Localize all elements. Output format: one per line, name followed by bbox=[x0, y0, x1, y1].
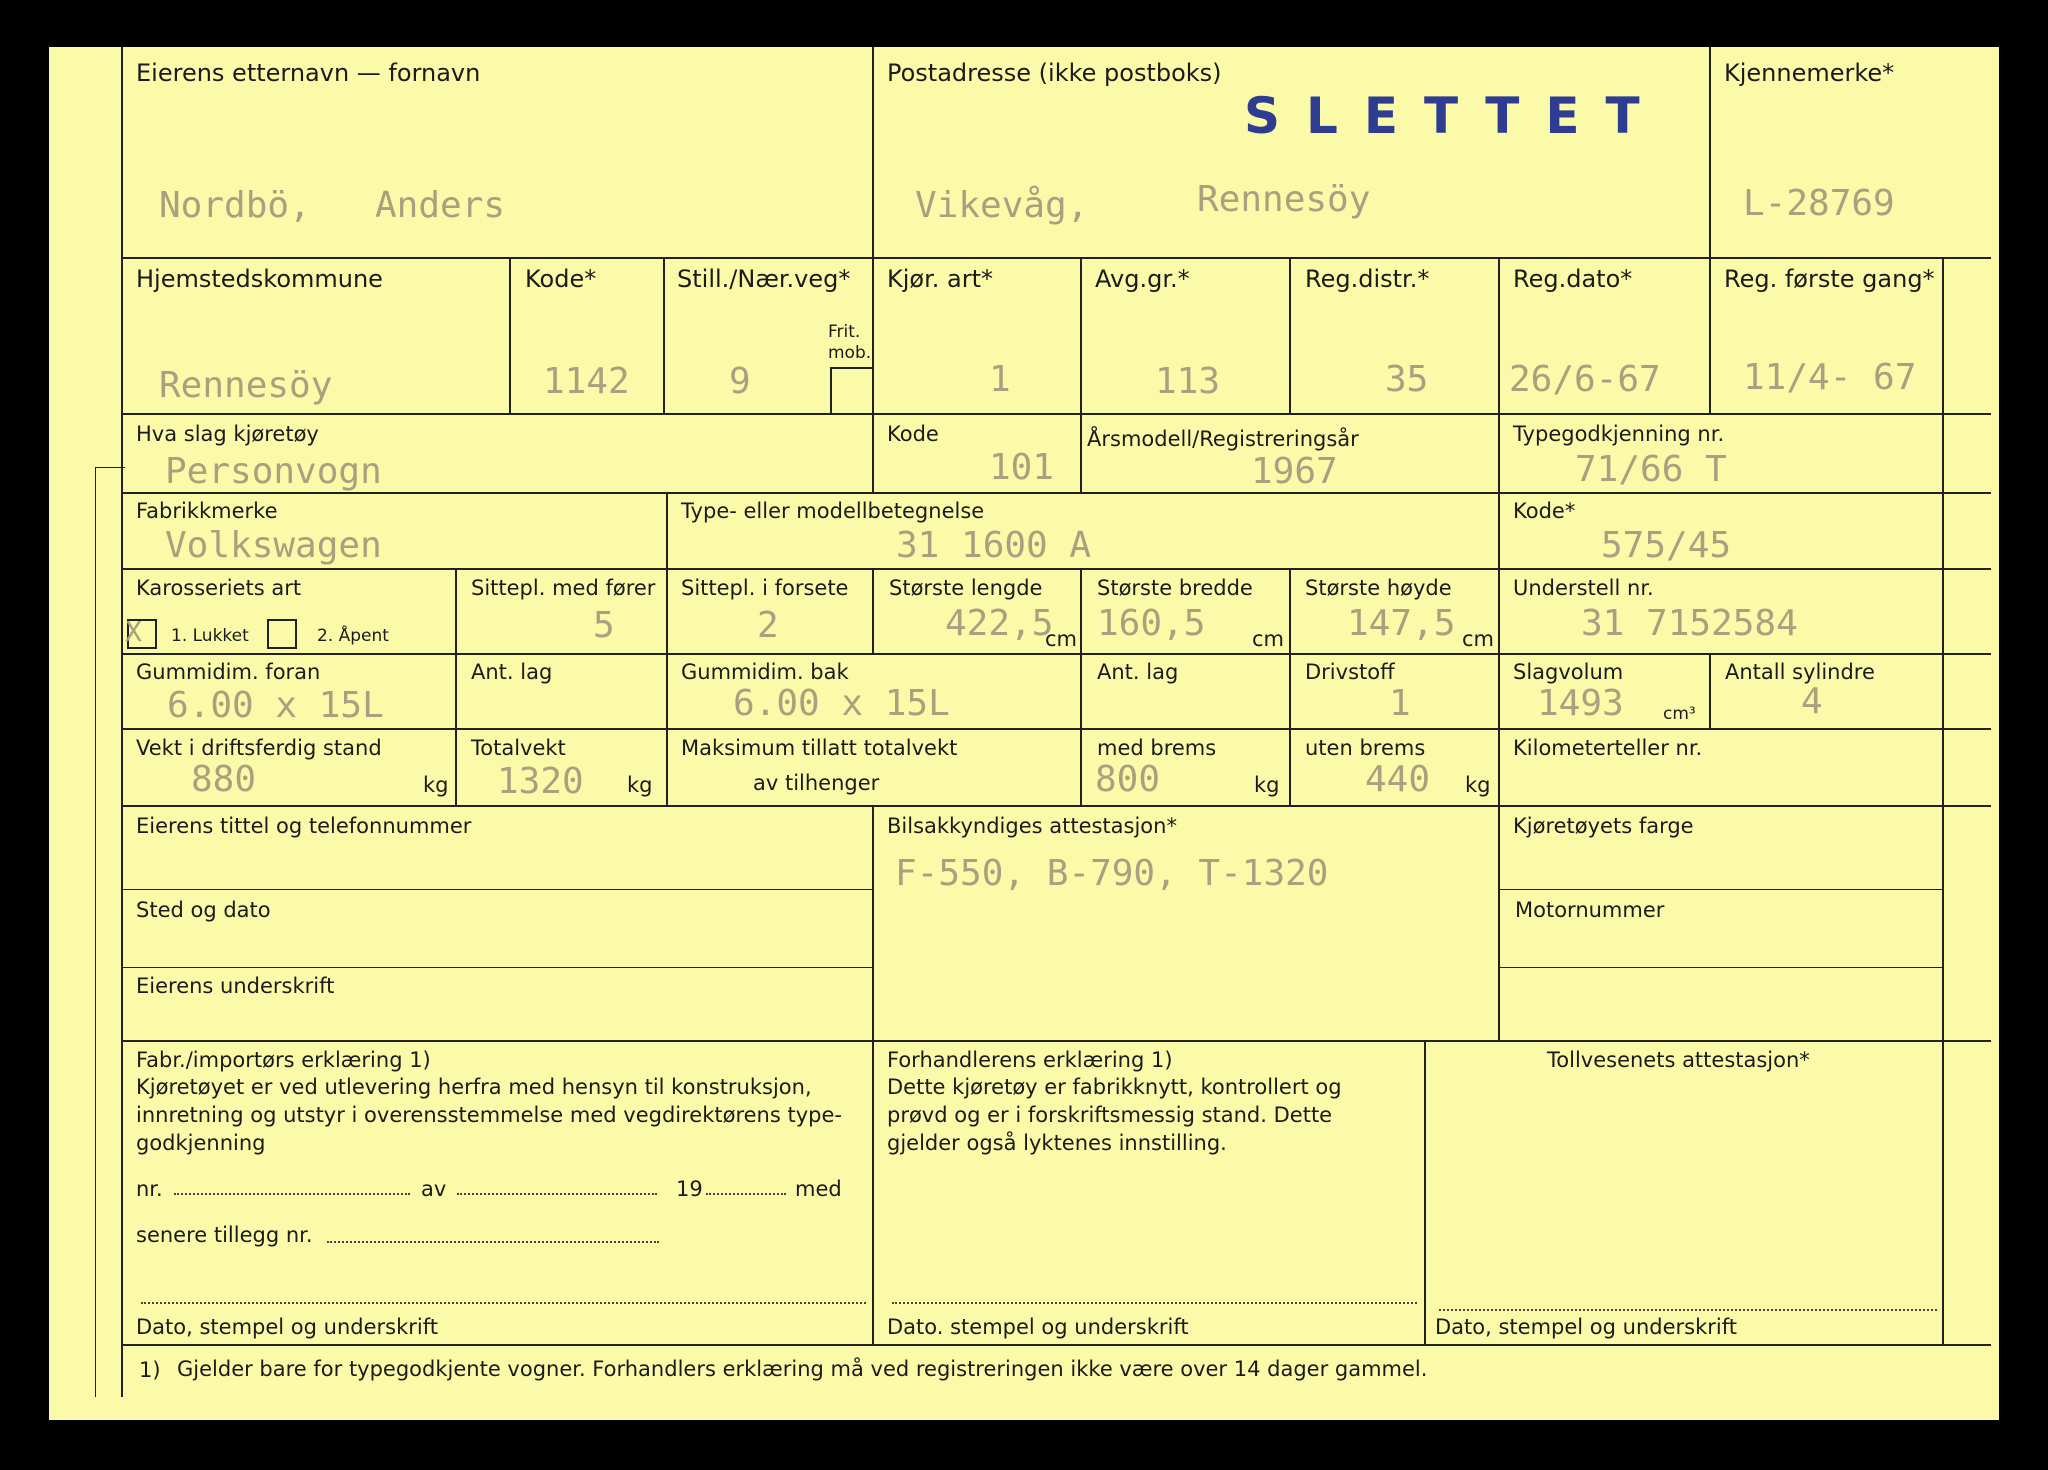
mob-label: mob. bbox=[828, 343, 872, 363]
position-value: 9 bbox=[729, 361, 751, 402]
displacement-value: 1493 bbox=[1537, 683, 1624, 724]
vehicle-kind-label: Hva slag kjøretøy bbox=[136, 422, 319, 446]
code-label: Kode* bbox=[525, 265, 597, 293]
owner-title-phone-label: Eierens tittel og telefonnummer bbox=[136, 814, 472, 838]
front-ply-label: Ant. lag bbox=[471, 660, 553, 684]
postal-address-label: Postadresse (ikke postboks) bbox=[887, 59, 1222, 87]
engine-number-label: Motornummer bbox=[1515, 898, 1665, 922]
registration-mark-label: Kjennemerke* bbox=[1724, 59, 1895, 87]
make-value: Volkswagen bbox=[165, 525, 382, 566]
make-code-label: Kode* bbox=[1513, 499, 1576, 523]
importer-med-label: med bbox=[795, 1177, 842, 1201]
front-tyre-value: 6.00 x 15L bbox=[167, 685, 384, 726]
curb-weight-unit: kg bbox=[423, 773, 449, 797]
tax-group-value: 113 bbox=[1155, 361, 1221, 402]
closed-check-mark: X bbox=[125, 615, 142, 648]
without-brakes-label: uten brems bbox=[1305, 736, 1426, 760]
total-weight-value: 1320 bbox=[497, 761, 584, 802]
vehicle-colour-label: Kjøretøyets farge bbox=[1513, 814, 1694, 838]
max-width-label: Største bredde bbox=[1097, 576, 1253, 600]
registration-mark-value: L-28769 bbox=[1743, 183, 1895, 224]
importer-declaration-title: Fabr./importørs erklæring 1) bbox=[136, 1048, 431, 1072]
code-value: 1142 bbox=[543, 361, 630, 402]
rear-tyre-value: 6.00 x 15L bbox=[733, 683, 950, 724]
footnote-text: Gjelder bare for typegodkjente vogner. Forhandlers erklæring må ved registreringen ikke være over 14 dager gammel. bbox=[177, 1357, 1428, 1381]
cylinders-label: Antall sylindre bbox=[1725, 660, 1875, 684]
total-weight-unit: kg bbox=[627, 773, 653, 797]
importer-declaration-text: Kjøretøyet er ved utlevering herfra med hensyn til konstruksjon, innretning og utstyr i overensstemmelse med vegdirektørens type- godkjenning bbox=[136, 1075, 842, 1155]
without-brakes-value: 440 bbox=[1365, 759, 1431, 800]
max-height-value: 147,5 bbox=[1347, 603, 1456, 644]
deleted-stamp: SLETTET bbox=[1244, 87, 1666, 145]
reg-district-label: Reg.distr.* bbox=[1305, 265, 1430, 293]
kind-code-label: Kode bbox=[887, 422, 939, 446]
owner-firstname-value: Anders bbox=[375, 185, 506, 226]
frit-label: Frit. bbox=[828, 322, 861, 342]
later-addition-label: senere tillegg nr. bbox=[136, 1223, 313, 1247]
importer-av-label: av bbox=[421, 1177, 447, 1201]
open-label: 2. Åpent bbox=[317, 626, 389, 646]
total-weight-label: Totalvekt bbox=[471, 736, 566, 760]
home-municipality-label: Hjemstedskommune bbox=[136, 265, 383, 293]
model-year-value: 1967 bbox=[1251, 451, 1338, 492]
curb-weight-value: 880 bbox=[191, 759, 257, 800]
customs-attest-title: Tollvesenets attestasjon* bbox=[1547, 1048, 1810, 1072]
type-approval-label: Typegodkjenning nr. bbox=[1513, 422, 1725, 446]
make-label: Fabrikkmerke bbox=[136, 499, 278, 523]
front-tyre-label: Gummidim. foran bbox=[136, 660, 321, 684]
rear-ply-label: Ant. lag bbox=[1097, 660, 1179, 684]
inspector-attest-label: Bilsakkyndiges attestasjon* bbox=[887, 814, 1177, 838]
dealer-signature-label: Dato. stempel og underskrift bbox=[887, 1315, 1189, 1339]
body-type-label: Karosseriets art bbox=[136, 576, 302, 600]
owner-signature-label: Eierens underskrift bbox=[136, 974, 335, 998]
type-approval-value: 71/66 T bbox=[1575, 449, 1727, 490]
front-seats-label: Sittepl. i forsete bbox=[681, 576, 849, 600]
driving-type-label: Kjør. art* bbox=[887, 265, 993, 293]
first-reg-value: 11/4- 67 bbox=[1743, 357, 1917, 398]
odometer-label: Kilometerteller nr. bbox=[1513, 736, 1703, 760]
model-designation-value: 31 1600 A bbox=[896, 525, 1092, 566]
reg-date-value: 26/6-67 bbox=[1509, 359, 1661, 400]
chassis-number-label: Understell nr. bbox=[1513, 576, 1654, 600]
displacement-label: Slagvolum bbox=[1513, 660, 1624, 684]
curb-weight-label: Vekt i driftsferdig stand bbox=[136, 736, 382, 760]
customs-signature-label: Dato, stempel og underskrift bbox=[1435, 1315, 1737, 1339]
displacement-unit: cm³ bbox=[1663, 704, 1696, 724]
cylinders-value: 4 bbox=[1801, 681, 1823, 722]
owner-surname-value: Nordbö, bbox=[159, 185, 311, 226]
chassis-number-value: 31 7152584 bbox=[1581, 603, 1798, 644]
kind-code-value: 101 bbox=[989, 447, 1055, 488]
place-date-label: Sted og dato bbox=[136, 898, 271, 922]
inspector-attest-value: F-550, B-790, T-1320 bbox=[895, 853, 1329, 894]
vehicle-kind-value: Personvogn bbox=[165, 451, 382, 492]
without-brakes-unit: kg bbox=[1465, 773, 1491, 797]
tax-group-label: Avg.gr.* bbox=[1095, 265, 1190, 293]
address-place-value: Vikevåg, bbox=[915, 185, 1089, 226]
address-municipality-value: Rennesöy bbox=[1197, 179, 1371, 220]
fuel-value: 1 bbox=[1389, 683, 1411, 724]
footnote-marker: 1) bbox=[139, 1358, 161, 1382]
importer-signature-label: Dato, stempel og underskrift bbox=[136, 1315, 438, 1339]
reg-date-label: Reg.dato* bbox=[1513, 265, 1633, 293]
model-designation-label: Type- eller modellbetegnelse bbox=[681, 499, 985, 523]
max-height-unit: cm bbox=[1462, 627, 1495, 651]
closed-label: 1. Lukket bbox=[171, 626, 249, 646]
first-reg-label: Reg. første gang* bbox=[1724, 265, 1935, 293]
position-label: Still./Nær.veg* bbox=[677, 265, 851, 293]
max-trailer-label-1: Maksimum tillatt totalvekt bbox=[681, 736, 958, 760]
make-code-value: 575/45 bbox=[1601, 525, 1732, 566]
owner-name-label: Eierens etternavn — fornavn bbox=[136, 59, 481, 87]
max-length-label: Største lengde bbox=[889, 576, 1043, 600]
seats-with-driver-value: 5 bbox=[593, 605, 615, 646]
max-height-label: Største høyde bbox=[1305, 576, 1452, 600]
importer-nr-label: nr. bbox=[136, 1177, 163, 1201]
importer-year-label: 19 bbox=[676, 1177, 703, 1201]
front-seats-value: 2 bbox=[757, 605, 779, 646]
with-brakes-unit: kg bbox=[1254, 773, 1280, 797]
with-brakes-label: med brems bbox=[1097, 736, 1217, 760]
registration-card bbox=[49, 47, 1999, 1420]
seats-with-driver-label: Sittepl. med fører bbox=[471, 576, 656, 600]
max-trailer-label-2: av tilhenger bbox=[753, 771, 880, 795]
open-checkbox bbox=[267, 619, 297, 649]
fuel-label: Drivstoff bbox=[1305, 660, 1395, 684]
max-width-unit: cm bbox=[1252, 627, 1285, 651]
dealer-declaration-text: Dette kjøretøy er fabrikknytt, kontrollert og prøvd og er i forskriftsmessig stand. Dette gjelder også lyktenes innstilling. bbox=[887, 1075, 1342, 1155]
home-municipality-value: Rennesöy bbox=[159, 365, 333, 406]
reg-district-value: 35 bbox=[1385, 359, 1429, 400]
dealer-declaration-title: Forhandlerens erklæring 1) bbox=[887, 1048, 1173, 1072]
with-brakes-value: 800 bbox=[1095, 759, 1161, 800]
max-length-unit: cm bbox=[1045, 627, 1078, 651]
rear-tyre-label: Gummidim. bak bbox=[681, 660, 849, 684]
model-year-label: Årsmodell/Registreringsår bbox=[1087, 427, 1359, 451]
max-length-value: 422,5 bbox=[945, 603, 1054, 644]
max-width-value: 160,5 bbox=[1097, 603, 1206, 644]
driving-type-value: 1 bbox=[989, 359, 1011, 400]
